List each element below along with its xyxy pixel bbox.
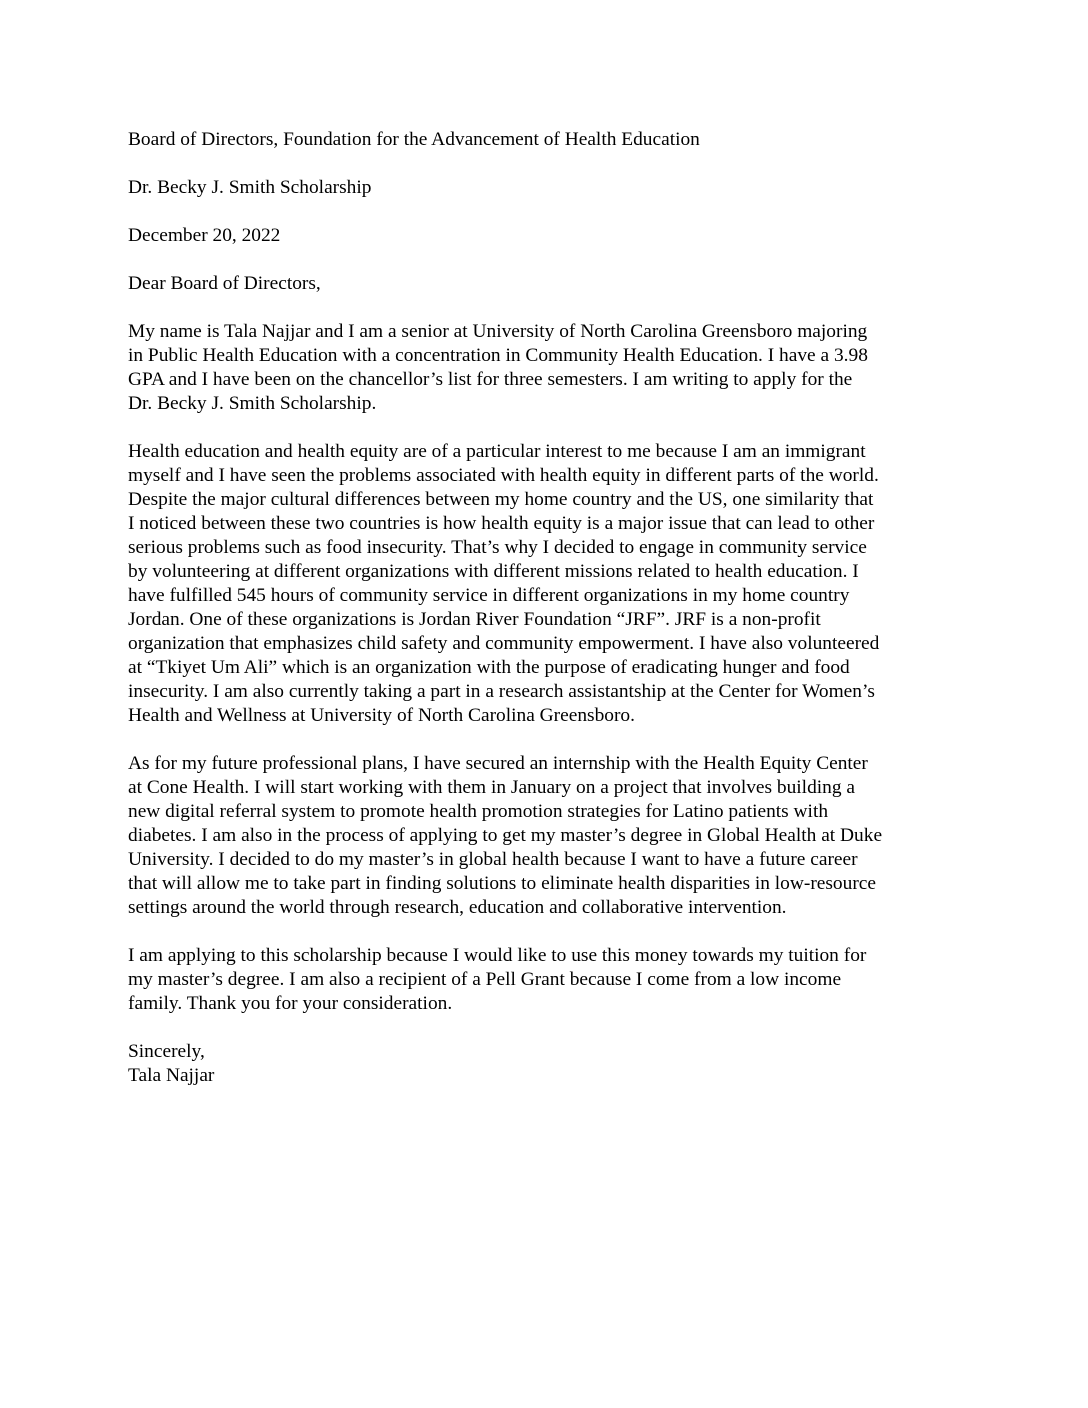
paragraph-line: at Cone Health. I will start working with them in January on a project that involves building a: [128, 777, 855, 798]
paragraph-line: family. Thank you for your consideration.: [128, 993, 453, 1014]
paragraph-line: Health and Wellness at University of North Carolina Greensboro.: [128, 705, 635, 726]
paragraph-line: settings around the world through research, education and collaborative intervention.: [128, 897, 787, 918]
paragraph-line: I am applying to this scholarship because I would like to use this money towards my tuition for: [128, 945, 867, 966]
paragraph-line: insecurity. I am also currently taking a part in a research assistantship at the Center for Women’s: [128, 681, 875, 702]
paragraph-line: new digital referral system to promote health promotion strategies for Latino patients with: [128, 801, 829, 822]
paragraph-line: GPA and I have been on the chancellor’s list for three semesters. I am writing to apply for the: [128, 369, 853, 390]
paragraph-line: serious problems such as food insecurity. That’s why I decided to engage in community service: [128, 537, 867, 558]
paragraph-line: myself and I have seen the problems associated with health equity in different parts of the world.: [128, 465, 879, 486]
paragraph-line: diabetes. I am also in the process of applying to get my master’s degree in Global Health at Duke: [128, 825, 883, 846]
paragraph-line: Jordan. One of these organizations is Jordan River Foundation “JRF”. JRF is a non-profit: [128, 609, 821, 630]
date-line: December 20, 2022: [128, 225, 281, 246]
scholarship-line: Dr. Becky J. Smith Scholarship: [128, 177, 372, 198]
paragraph-line: University. I decided to do my master’s in global health because I want to have a future career: [128, 849, 858, 870]
closing-block: [128, 1040, 964, 1088]
paragraph-line: My name is Tala Najjar and I am a senior at University of North Carolina Greensboro majoring: [128, 321, 868, 342]
paragraph-line: that will allow me to take part in finding solutions to eliminate health disparities in low-resource: [128, 873, 876, 894]
paragraph-future-plans: [128, 752, 964, 920]
recipient-line: Board of Directors, Foundation for the Advancement of Health Education: [128, 129, 700, 150]
paragraph-line: I noticed between these two countries is how health equity is a major issue that can lead to other: [128, 513, 875, 534]
paragraph-line: at “Tkiyet Um Ali” which is an organization with the purpose of eradicating hunger and food: [128, 657, 850, 678]
paragraph-line: my master’s degree. I am also a recipient of a Pell Grant because I come from a low income: [128, 969, 842, 990]
paragraph-line: organization that emphasizes child safety and community empowerment. I have also volunteered: [128, 633, 880, 654]
paragraph-line: in Public Health Education with a concentration in Community Health Education. I have a 3.98: [128, 345, 868, 366]
paragraph-line: by volunteering at different organizations with different missions related to health education. I: [128, 561, 859, 582]
paragraph-line: Dr. Becky J. Smith Scholarship.: [128, 393, 377, 414]
paragraph-line: Despite the major cultural differences between my home country and the US, one similarity that: [128, 489, 874, 510]
paragraph-line: As for my future professional plans, I have secured an internship with the Health Equity Center: [128, 753, 868, 774]
paragraph-line: Health education and health equity are of a particular interest to me because I am an immigrant: [128, 441, 866, 462]
signature-name: Tala Najjar: [128, 1065, 215, 1086]
paragraph-health-equity: [128, 440, 964, 728]
closing-line: Sincerely,: [128, 1041, 205, 1062]
paragraph-line: have fulfilled 545 hours of community service in different organizations in my home country: [128, 585, 850, 606]
paragraph-intro: [128, 320, 964, 416]
salutation: Dear Board of Directors,: [128, 273, 321, 294]
letter-page: [128, 128, 964, 1088]
paragraph-funding: [128, 944, 964, 1016]
